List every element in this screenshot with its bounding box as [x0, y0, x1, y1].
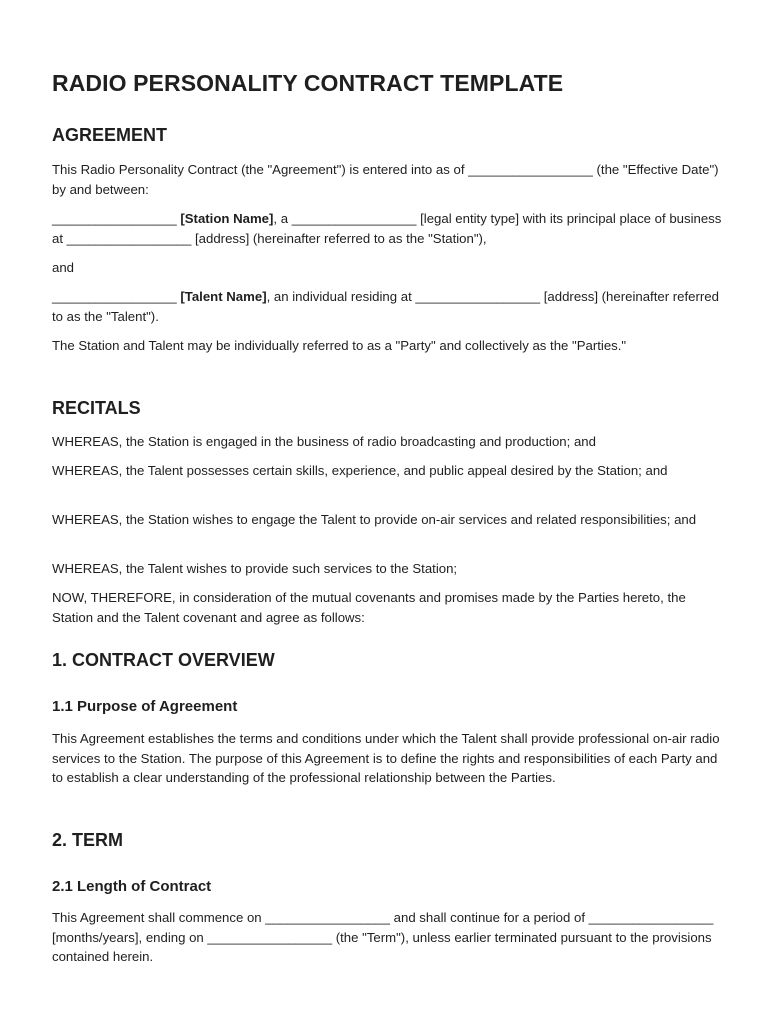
station-details: , a _________________ [legal entity type] with its principal place of business at _________________ [address] (hereinafter referred to as the "Station"),: [52, 211, 722, 246]
recital-item: WHEREAS, the Station wishes to engage the Talent to provide on-air services and related responsibilities; and: [52, 512, 697, 527]
recital-item: WHEREAS, the Station is engaged in the business of radio broadcasting and production; and: [52, 434, 596, 449]
recital-now-therefore: NOW, THEREFORE, in consideration of the mutual covenants and promises made by the Parties hereto, the Station and the Talent covenant and agree as follows:: [52, 590, 686, 625]
talent-blank: _________________: [52, 289, 181, 304]
section-2-heading: 2. TERM: [52, 830, 124, 850]
document-title: RADIO PERSONALITY CONTRACT TEMPLATE: [52, 70, 564, 96]
station-blank: _________________: [52, 211, 181, 226]
and-connector: and: [52, 260, 75, 275]
section-2-1-text: This Agreement shall commence on _________________ and shall continue for a period of _________________ [months/years], ending on _________________ (the "Term"), unless earlier terminated pursuant to the provisions contained herein.: [52, 910, 714, 964]
station-party-paragraph: [52, 209, 724, 248]
section-1-1-text: This Agreement establishes the terms and conditions under which the Talent shall provide professional on-air radio services to the Station. The purpose of this Agreement is to define the rights and responsibilities of each Party and to establish a clear understanding of the professional relationship between the Parties.: [52, 731, 720, 785]
parties-definition: The Station and Talent may be individually referred to as a "Party" and collectively as the "Parties.": [52, 338, 627, 353]
recital-item: WHEREAS, the Talent possesses certain skills, experience, and public appeal desired by the Station; and: [52, 463, 668, 478]
talent-details: , an individual residing at _________________ [address] (hereinafter referred to as the "Talent").: [52, 289, 719, 324]
section-2-1-heading: 2.1 Length of Contract: [52, 878, 212, 895]
section-1-1-heading: 1.1 Purpose of Agreement: [52, 698, 238, 715]
recital-item: WHEREAS, the Talent wishes to provide such services to the Station;: [52, 561, 458, 576]
agreement-intro: This Radio Personality Contract (the "Agreement") is entered into as of _________________ (the "Effective Date") by and between:: [52, 162, 719, 197]
talent-name-placeholder: [Talent Name]: [180, 289, 267, 304]
section-1-heading: 1. CONTRACT OVERVIEW: [52, 650, 275, 670]
station-name-placeholder: [Station Name]: [180, 211, 274, 226]
agreement-heading: AGREEMENT: [52, 125, 168, 145]
recitals-heading: RECITALS: [52, 398, 141, 418]
talent-party-paragraph: [52, 287, 724, 326]
